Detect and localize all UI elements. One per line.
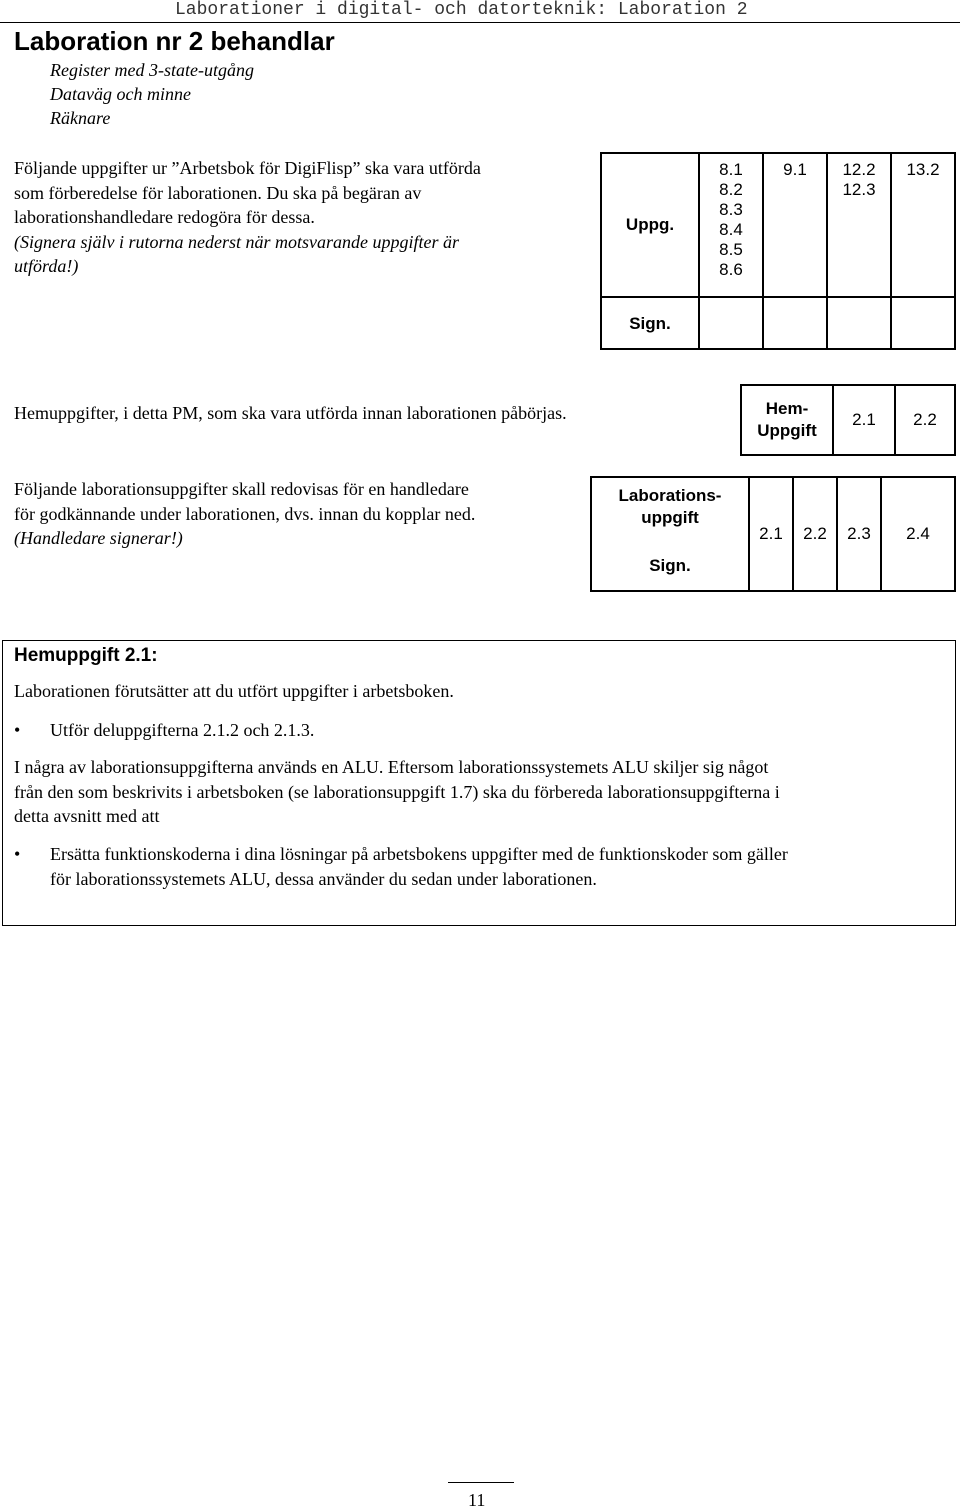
page-title: Laboration nr 2 behandlar bbox=[14, 26, 335, 56]
task-cell: 9.1 bbox=[763, 153, 827, 297]
sign-label: Sign. bbox=[601, 297, 699, 349]
lab-task-table bbox=[590, 476, 956, 592]
task-cell: 2.4 bbox=[881, 477, 955, 591]
task-cell: 2.2 bbox=[895, 385, 955, 455]
home-text: Hemuppgifter, i detta PM, som ska vara utförda innan laborationen påbörjas. bbox=[14, 403, 567, 423]
task-cell: 13.2 bbox=[891, 153, 955, 297]
sign-cell[interactable] bbox=[699, 297, 763, 349]
prep-line: utförda!) bbox=[14, 256, 79, 276]
topic-item: Räknare bbox=[50, 108, 111, 128]
task-cell: 2.2 bbox=[793, 477, 837, 591]
footer-rule bbox=[448, 1482, 514, 1483]
lab-label: Laborations- uppgift bbox=[591, 477, 749, 535]
task-cell: 12.2 12.3 bbox=[827, 153, 891, 297]
task-cell: 2.1 bbox=[833, 385, 895, 455]
preparation-text bbox=[14, 156, 584, 279]
uppg-label: Uppg. bbox=[601, 153, 699, 297]
prep-line: laborationshandledare redogöra för dessa. bbox=[14, 207, 315, 227]
header-rule bbox=[0, 22, 960, 23]
running-header: Laborationer i digital- och datorteknik: Laboration 2 bbox=[175, 0, 748, 20]
sign-cell[interactable] bbox=[827, 297, 891, 349]
lab-text: Följande laborationsuppgifter skall redovisas för en handledare för godkännande under laborationen, dvs. innan du kopplar ned. (Handledare signerar!) bbox=[14, 479, 476, 548]
prep-line: som förberedelse för laborationen. Du ska på begäran av bbox=[14, 182, 422, 203]
bullet-icon: • bbox=[14, 844, 21, 864]
topic-item: Register med 3-state-utgång bbox=[50, 60, 254, 80]
box-paragraph: I några av laborationsuppgifterna används en ALU. Eftersom laborationssystemets ALU skiljer sig något från den som beskrivits i arbetsboken (se laborationsuppgift 1.7) ska du förbereda laborationsuppgifterna i detta avsnitt med att bbox=[14, 757, 780, 826]
home-label: Hem- Uppgift bbox=[741, 385, 833, 455]
box-paragraph: Laborationen förutsätter att du utfört uppgifter i arbetsboken. bbox=[14, 681, 454, 701]
task-cell: 8.1 8.2 8.3 8.4 8.5 8.6 bbox=[699, 153, 763, 297]
task-cell: 2.1 bbox=[749, 477, 793, 591]
workbook-task-table bbox=[600, 152, 956, 350]
prep-line: (Signera själv i rutorna nederst när motsvarande uppgifter är bbox=[14, 231, 459, 252]
box-title: Hemuppgift 2.1: bbox=[14, 645, 158, 666]
topic-item: Dataväg och minne bbox=[50, 84, 191, 104]
sign-cell[interactable] bbox=[891, 297, 955, 349]
page-number: 11 bbox=[468, 1490, 486, 1510]
task-cell: 2.3 bbox=[837, 477, 881, 591]
sign-cell[interactable] bbox=[763, 297, 827, 349]
bullet-icon: • bbox=[14, 720, 21, 740]
sign-label: Sign. bbox=[591, 535, 749, 591]
prep-line: Följande uppgifter ur ”Arbetsbok för DigiFlisp” ska vara utförda bbox=[14, 158, 481, 178]
home-task-table bbox=[740, 384, 956, 456]
